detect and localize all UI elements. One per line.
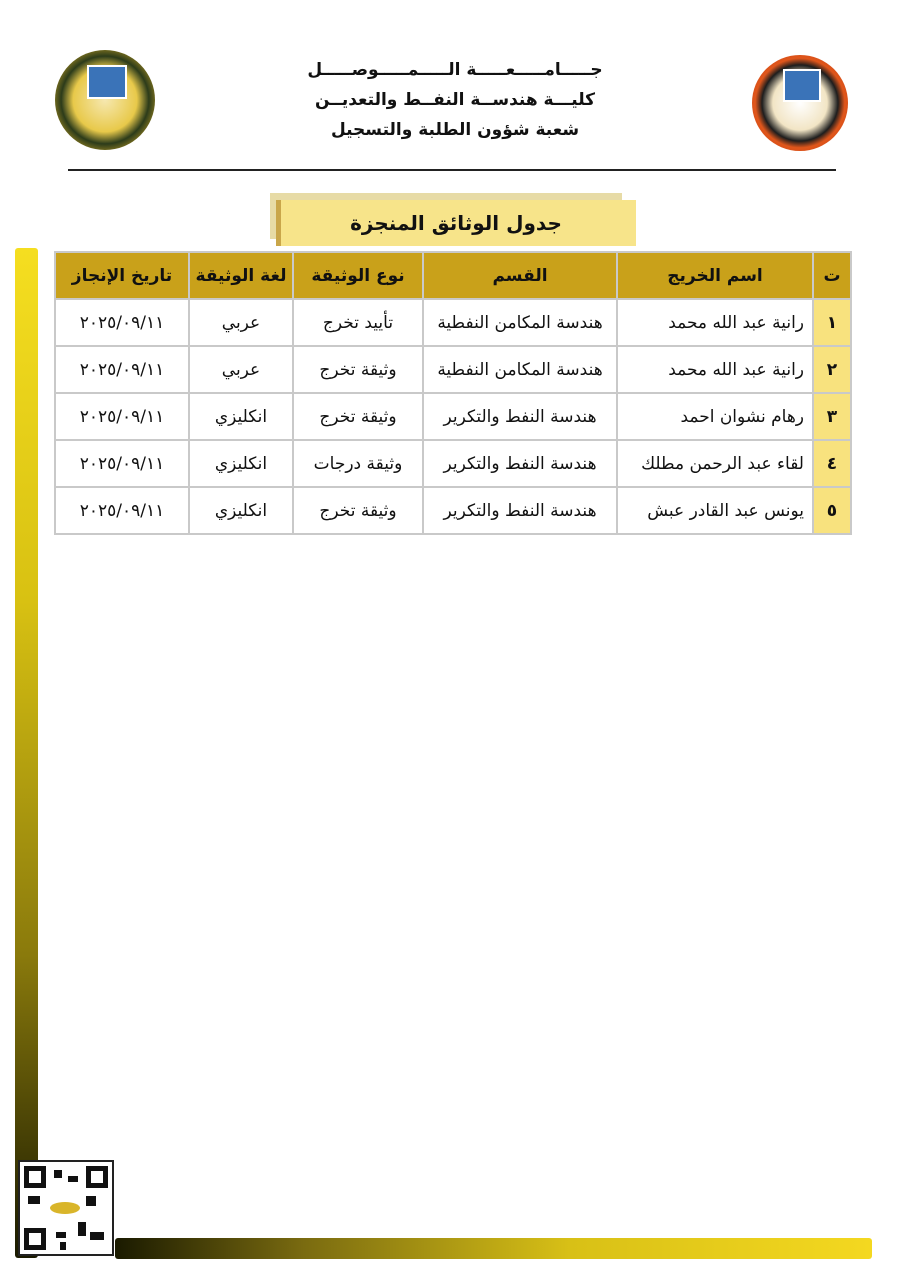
- graduate-name: رانية عبد الله محمد: [617, 299, 813, 346]
- document-language: انكليزي: [189, 393, 293, 440]
- table-row: [55, 440, 851, 487]
- col-header-number: ت: [813, 252, 851, 299]
- completion-date: ٢٠٢٥/٠٩/١١: [55, 299, 189, 346]
- qr-code: [18, 1160, 114, 1256]
- university-name: جـــــامـــــعـــــة الـــــمـــــوصـــــل: [307, 60, 603, 80]
- graduate-name: يونس عبد القادر عبش: [617, 487, 813, 534]
- graduate-name: رهام نشوان احمد: [617, 393, 813, 440]
- department: هندسة النفط والتكرير: [423, 440, 617, 487]
- completion-date: ٢٠٢٥/٠٩/١١: [55, 393, 189, 440]
- row-number: ٤: [813, 440, 851, 487]
- completion-date: ٢٠٢٥/٠٩/١١: [55, 440, 189, 487]
- table-row: [55, 393, 851, 440]
- department: هندسة النفط والتكرير: [423, 393, 617, 440]
- document-language: عربي: [189, 346, 293, 393]
- documents-table: [54, 251, 852, 535]
- graduate-name: رانية عبد الله محمد: [617, 346, 813, 393]
- completion-date: ٢٠٢٥/٠٩/١١: [55, 346, 189, 393]
- completion-date: ٢٠٢٥/٠٩/١١: [55, 487, 189, 534]
- table-row: [55, 346, 851, 393]
- col-header-department: القسم: [423, 252, 617, 299]
- document-type: وثيقة درجات: [293, 440, 423, 487]
- table-row: [55, 487, 851, 534]
- department: هندسة النفط والتكرير: [423, 487, 617, 534]
- document-type: وثيقة تخرج: [293, 393, 423, 440]
- university-logo: [752, 55, 848, 151]
- horizontal-accent-bar: [115, 1238, 872, 1259]
- graduate-name: لقاء عبد الرحمن مطلك: [617, 440, 813, 487]
- division-name: شعبة شؤون الطلبة والتسجيل: [330, 120, 580, 140]
- col-header-graduate-name: اسم الخريج: [617, 252, 813, 299]
- department: هندسة المكامن النفطية: [423, 346, 617, 393]
- document-type: تأييد تخرج: [293, 299, 423, 346]
- row-number: ٥: [813, 487, 851, 534]
- col-header-completion-date: تاريخ الإنجاز: [55, 252, 189, 299]
- header-divider: [68, 169, 836, 171]
- college-name: كليـــة هندســة النفــط والتعديــن: [314, 90, 596, 110]
- table-title: جدول الوثائق المنجزة: [350, 211, 562, 235]
- letterhead: [250, 55, 660, 145]
- document-language: عربي: [189, 299, 293, 346]
- department: هندسة المكامن النفطية: [423, 299, 617, 346]
- row-number: ٣: [813, 393, 851, 440]
- document-language: انكليزي: [189, 487, 293, 534]
- document-type: وثيقة تخرج: [293, 487, 423, 534]
- document-type: وثيقة تخرج: [293, 346, 423, 393]
- table-row: [55, 299, 851, 346]
- col-header-document-type: نوع الوثيقة: [293, 252, 423, 299]
- vertical-accent-bar: [15, 248, 38, 1258]
- col-header-document-language: لغة الوثيقة: [189, 252, 293, 299]
- row-number: ٢: [813, 346, 851, 393]
- college-logo: [55, 50, 155, 150]
- table-title-box: [276, 200, 636, 246]
- document-language: انكليزي: [189, 440, 293, 487]
- table-header-row: [55, 252, 851, 299]
- row-number: ١: [813, 299, 851, 346]
